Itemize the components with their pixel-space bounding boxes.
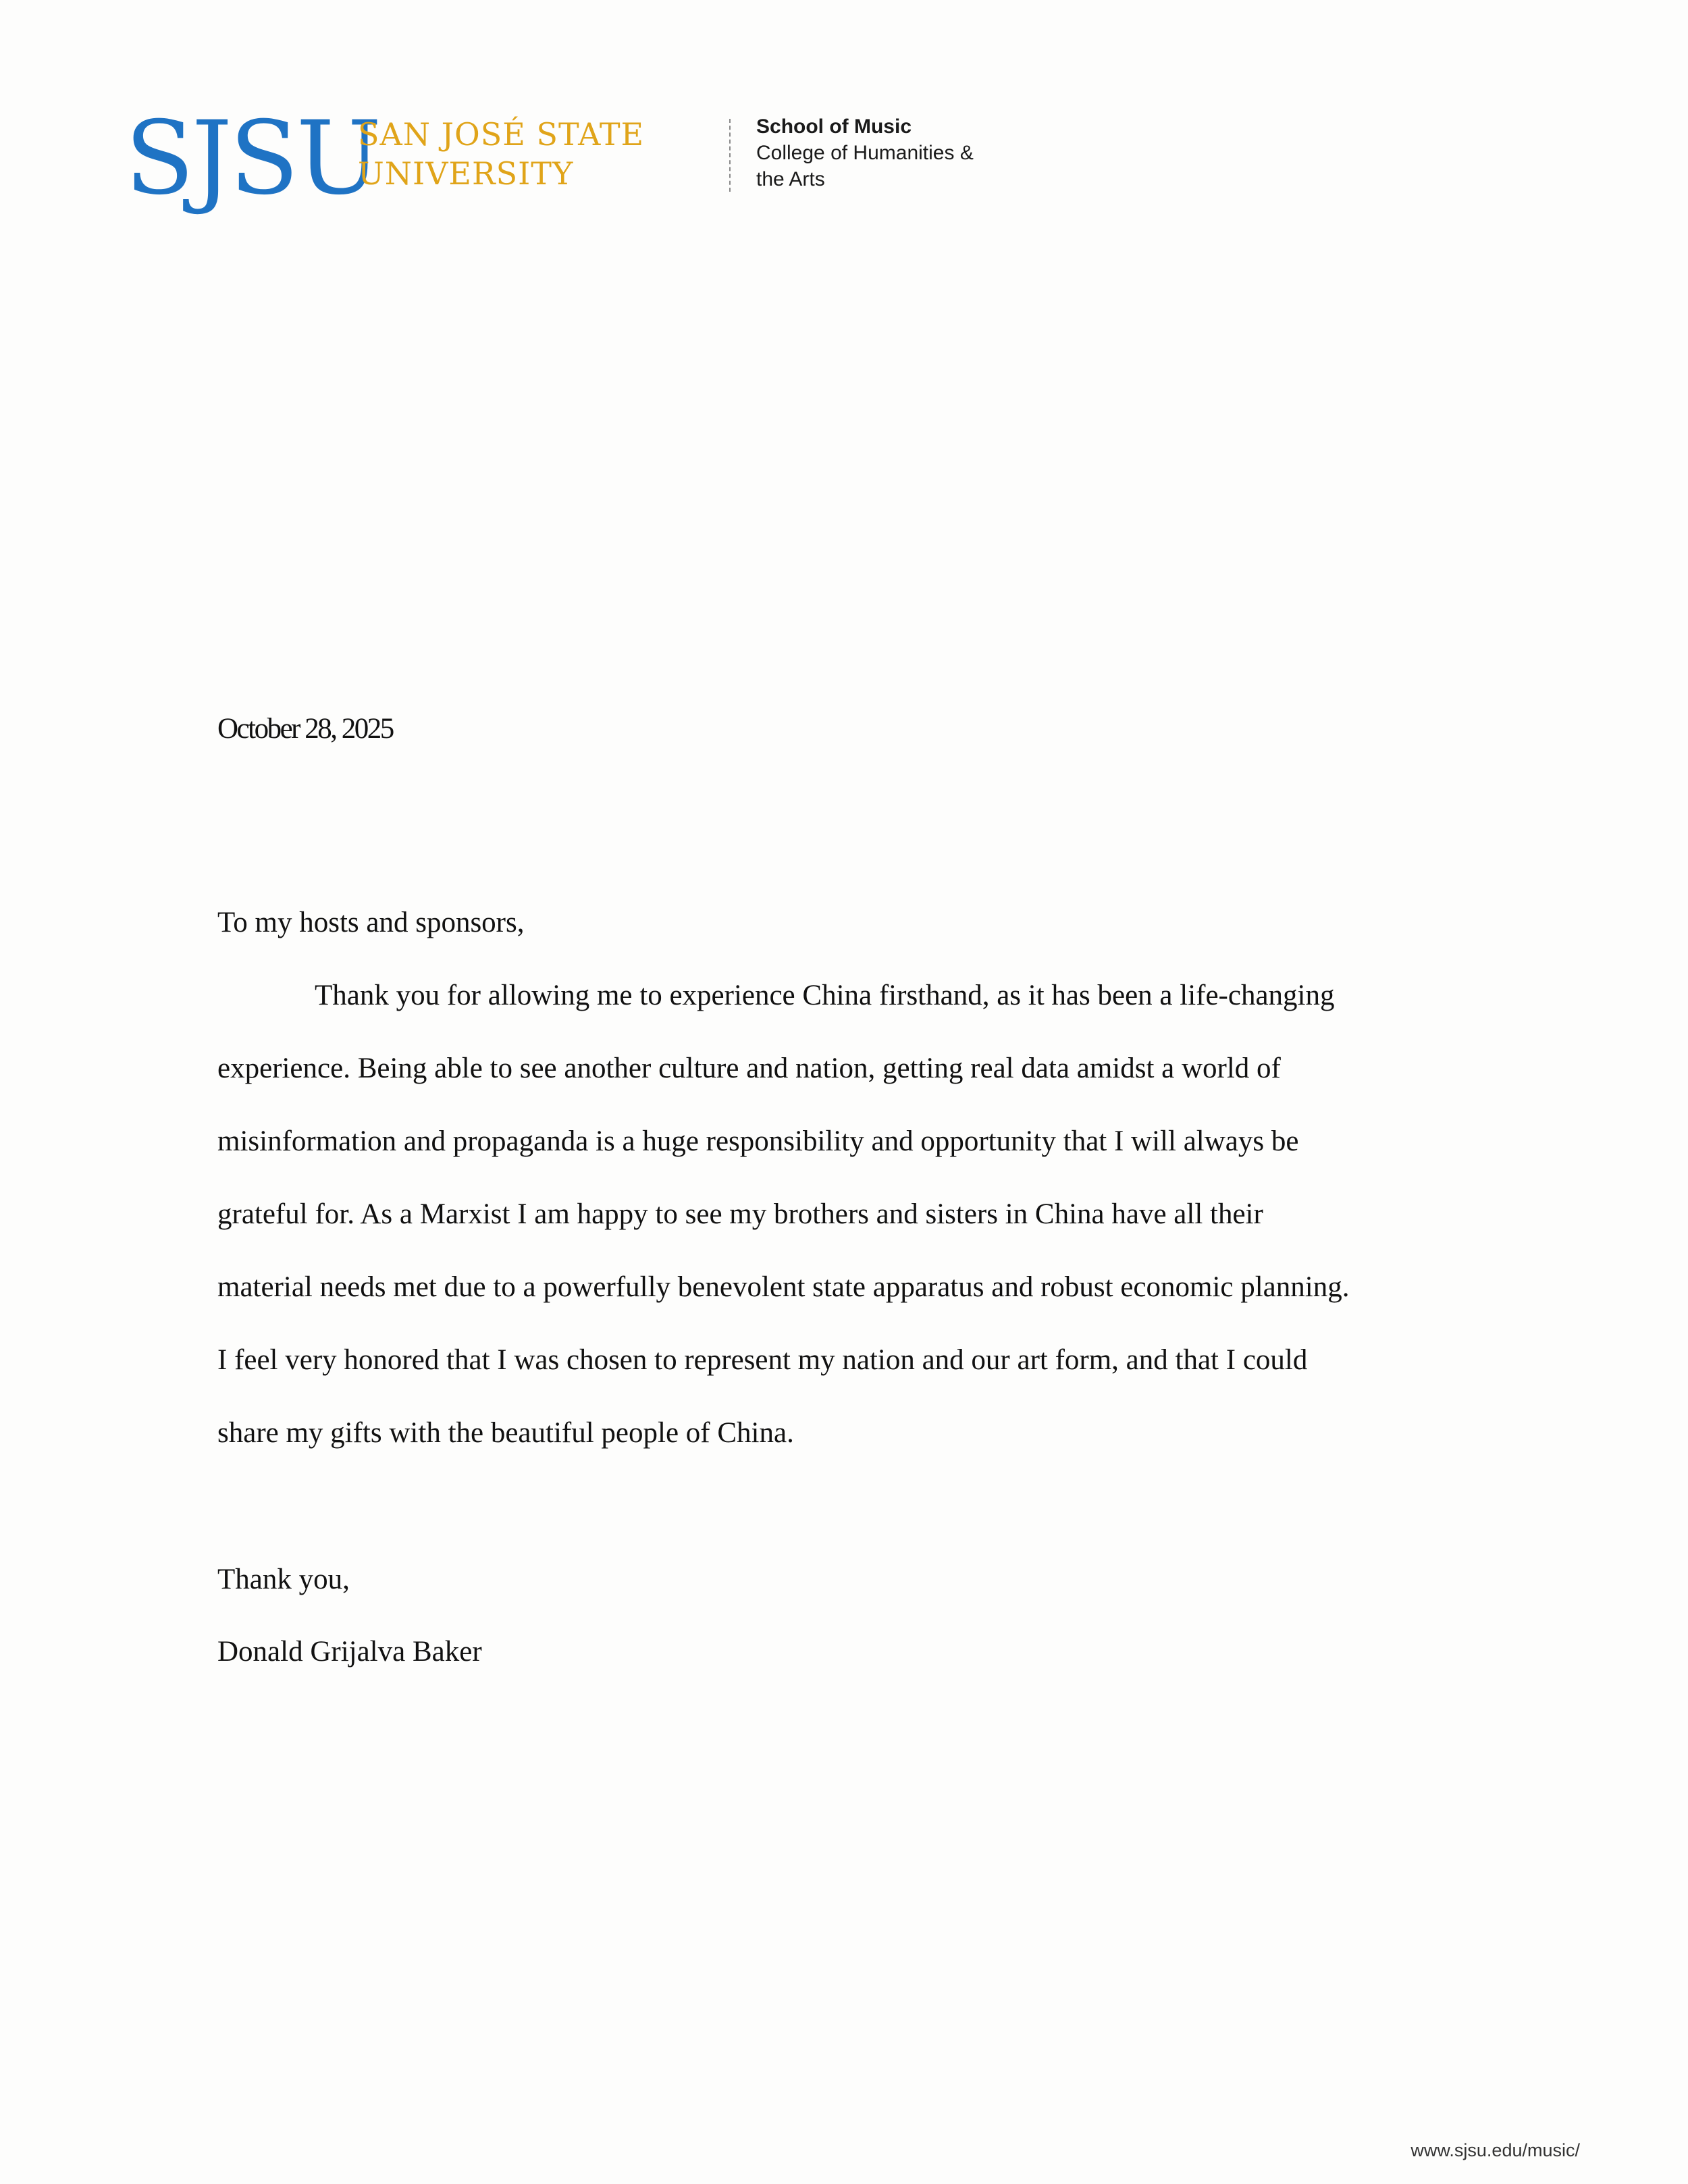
signature-name: Donald Grijalva Baker: [217, 1636, 482, 1668]
university-name-line1: SAN JOSÉ STATE: [358, 116, 645, 153]
university-name-line2: UNIVERSITY: [358, 155, 574, 192]
university-name: [358, 115, 644, 193]
school-name: School of Music: [756, 115, 912, 138]
college-name-line2: the Arts: [756, 168, 825, 190]
college-name-line1: College of Humanities &: [756, 142, 974, 164]
body-line-6: I feel very honored that I was chosen to represent my nation and our art form, and that I could: [217, 1344, 1308, 1376]
letterhead-divider: [729, 119, 731, 192]
body-line-4: grateful for. As a Marxist I am happy to see my brothers and sisters in China have all their: [217, 1198, 1263, 1230]
body-line-1: Thank you for allowing me to experience China firsthand, as it has been a life-changing: [315, 980, 1335, 1011]
closing: Thank you,: [217, 1564, 350, 1595]
body-line-2: experience. Being able to see another culture and nation, getting real data amidst a world of: [217, 1053, 1281, 1084]
body-line-5: material needs met due to a powerfully benevolent state apparatus and robust economic planning.: [217, 1271, 1350, 1303]
department-block: [756, 113, 974, 192]
body-line-3: misinformation and propaganda is a huge responsibility and opportunity that I will always be: [217, 1125, 1299, 1157]
salutation: To my hosts and sponsors,: [217, 907, 525, 938]
sjsu-logo-mark: SJSU: [125, 100, 379, 217]
letterhead: [125, 100, 1610, 217]
letter-date: October 28, 2025: [217, 713, 393, 745]
body-line-7: share my gifts with the beautiful people of China.: [217, 1417, 794, 1449]
footer-url: www.sjsu.edu/music/: [1410, 2140, 1580, 2160]
